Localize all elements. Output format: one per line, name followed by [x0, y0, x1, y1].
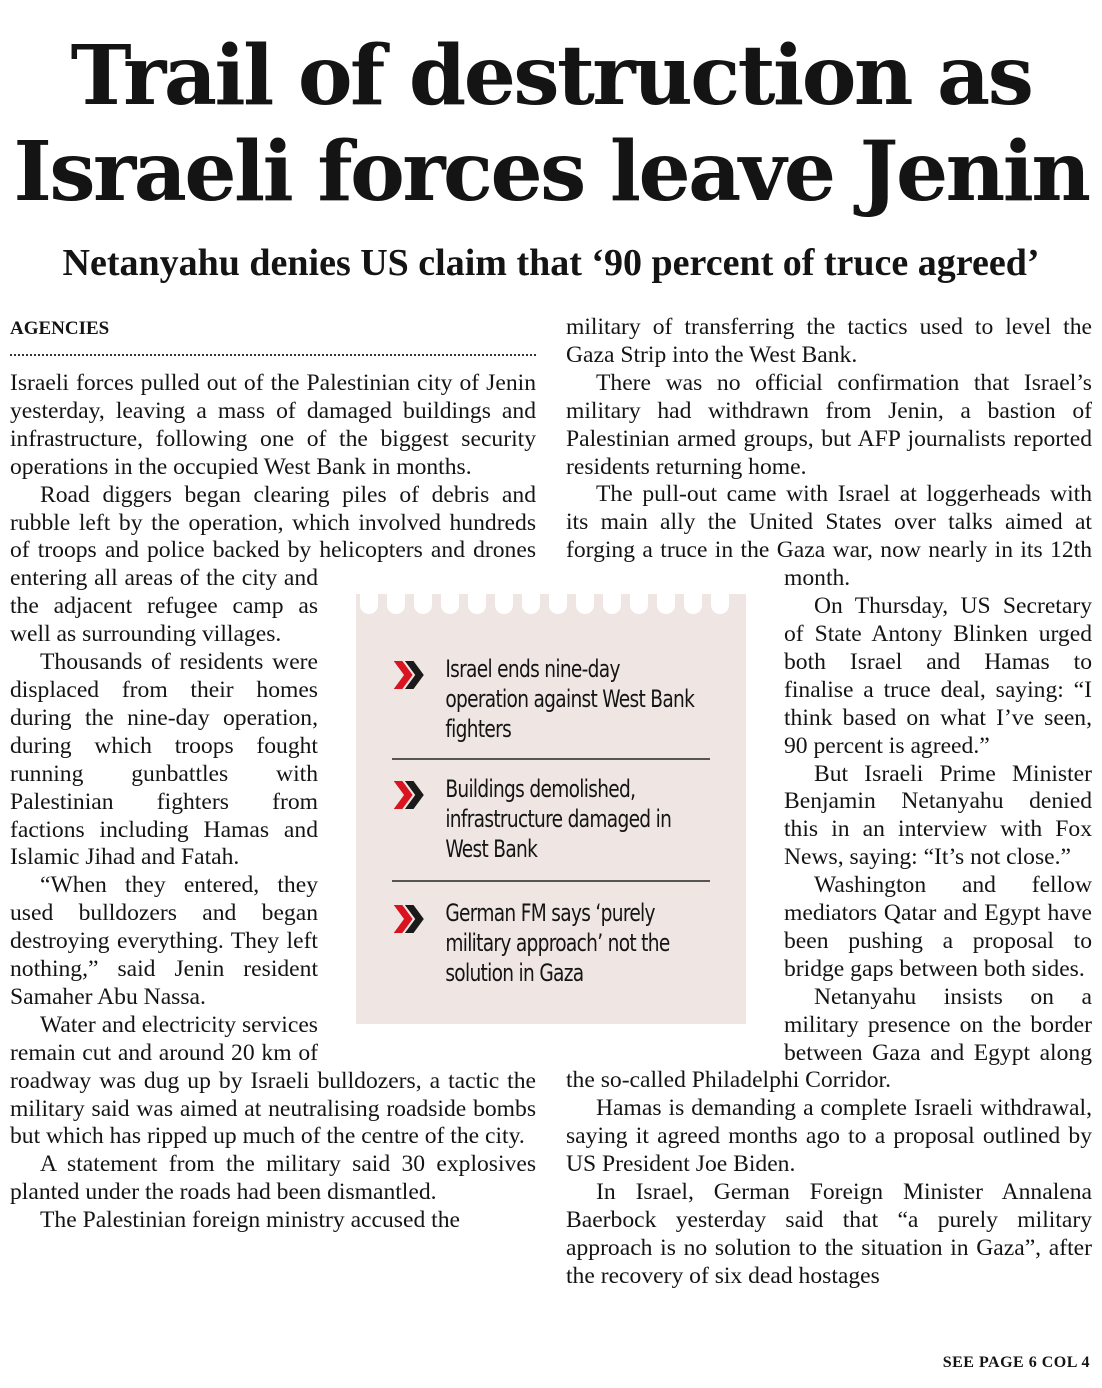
highlight-text: Israel ends nine-day operation against West Bank fighters — [445, 655, 695, 743]
highlight-text: German FM says ‘purely military approach’ not the solution in Gaza — [445, 899, 670, 987]
paragraph: Water and electricity services remain cut and around 20 km of roadway was dug up by Israeli bulldozers, a tactic the military said was aimed at neutralising roadside bombs but which has ripped up much of the centre of the city. — [10, 1011, 536, 1150]
paragraph: There was no official confirmation that Israel’s military had withdrawn from Jenin, a bastion of Palestinian armed groups, but AFP journalists reported residents returning home. — [566, 369, 1092, 480]
paragraph: Washington and fellow mediators Qatar and Egypt have been pushing a proposal to bridge gaps between both sides. — [784, 872, 1092, 982]
highlight-text: Buildings demolished, infrastructure damaged in West Bank — [445, 775, 672, 863]
paragraph: But Israeli Prime Minister Benjamin Netanyahu denied this in an interview with Fox News, saying: “It’s not close.” — [784, 760, 1092, 871]
headline-line-2: Israeli forces leave Jenin — [13, 124, 1089, 220]
paragraph: The Palestinian foreign ministry accused the — [40, 1207, 460, 1234]
double-chevron-right-icon — [392, 902, 426, 936]
paragraph: “When they entered, they used bulldozers and began destroying everything. They left nothing,” said Jenin resident Samaher Abu Nassa. — [10, 872, 318, 1010]
divider — [392, 758, 710, 760]
paragraph: Road diggers began clearing piles of debris and rubble left by the operation, which involved hundreds of troops and police backed by helicopters and drones entering all areas of the city and the adjacent refugee camp as well as surrounding villages. — [10, 481, 536, 648]
headline-line-1: Trail of destruction as — [70, 28, 1032, 124]
double-chevron-right-icon — [392, 658, 426, 692]
paragraph: Hamas is demanding a complete Israeli withdrawal, saying it agreed months ago to a proposal outlined by US President Joe Biden. — [566, 1095, 1092, 1178]
paragraph: The pull-out came with Israel at loggerheads with its main ally the United States over talks aimed at forging a truce in the Gaza war, now nearly in its 12th month. — [566, 481, 1092, 592]
paragraph: military of transferring the tactics used to level the Gaza Strip into the West Bank. — [566, 314, 1092, 368]
continuation-jump[interactable]: SEE PAGE 6 COL 4 — [942, 1354, 1090, 1371]
highlights-box — [356, 594, 746, 1024]
double-chevron-right-icon — [392, 778, 426, 812]
subheadline: Netanyahu denies US claim that ‘90 percent of truce agreed’ — [62, 242, 1040, 284]
paragraph: On Thursday, US Secretary of State Antony Blinken urged both Israel and Hamas to finalise a truce deal, saying: “I think based on what I’ve seen, 90 percent is agreed.” — [784, 593, 1092, 759]
paragraph: In Israel, German Foreign Minister Annalena Baerbock yesterday said that “a purely military approach is no solution to the situation in Gaza”, after the recovery of six dead hostages — [566, 1179, 1092, 1289]
paragraph: Israeli forces pulled out of the Palestinian city of Jenin yesterday, leaving a mass of damaged buildings and infrastructure, following one of the biggest security operations in the occupied West Bank in months. — [10, 370, 536, 480]
paragraph: Netanyahu insists on a military presence on the border between Gaza and Egypt along the so-called Philadelphi Corridor. — [566, 983, 1092, 1094]
paragraph: A statement from the military said 30 explosives planted under the roads had been dismantled. — [10, 1151, 536, 1206]
notepad-holes — [356, 592, 746, 618]
paragraph: Thousands of residents were displaced from their homes during the nine-day operation, during which troops fought running gunbattles with Palestinian fighters from factions including Hamas and Islamic Jihad and Fatah. — [10, 649, 318, 871]
byline: AGENCIES — [10, 318, 536, 356]
divider — [392, 880, 710, 882]
headline — [0, 28, 1102, 220]
